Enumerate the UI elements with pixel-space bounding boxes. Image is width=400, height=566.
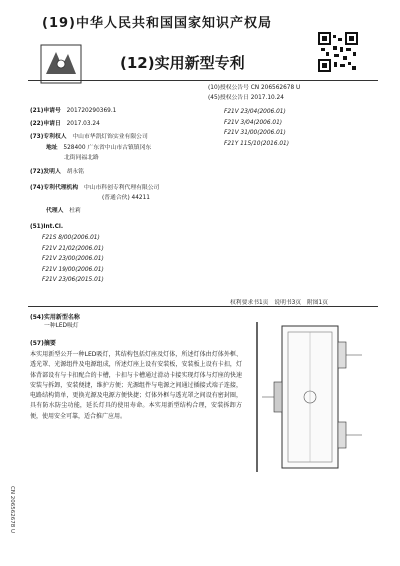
inventor-value: 胡永铭 [66, 169, 84, 175]
office-logo-icon [40, 44, 82, 84]
ipc-code: F21V 3/04(2006.01) [224, 119, 283, 126]
header-rule [28, 80, 378, 81]
patent-type-title: (12)实用新型专利 [120, 54, 245, 72]
address-line1: 528400 广东省中山市古镇镇冈东 [63, 145, 152, 151]
publication-date: (45)授权公告日 2017.10.24 [208, 95, 284, 101]
qr-code-icon [318, 32, 358, 72]
ipc-code: F21V 23/04(2006.01) [224, 109, 286, 115]
ipc-left-list [42, 233, 104, 286]
filing-date-label: (22)申请日 [30, 121, 61, 127]
ipc-code: F21V 23/06(2015.01) [42, 277, 104, 283]
abstract-label: (57)摘要 [30, 340, 56, 347]
ipc-label: (51)Int.Cl. [30, 224, 64, 230]
app-no-label: (21)申请号 [30, 108, 61, 114]
ipc-right-list [224, 107, 289, 149]
agency-label: (74)专利代理机构 [30, 185, 79, 191]
agency-line2: (普通合伙) 44211 [102, 195, 150, 201]
page-counts: 权利要求书1页 说明书3页 附图1页 [230, 300, 329, 306]
side-publication-number: CN 206562678 U [9, 486, 15, 533]
title-section-label: (54)实用新型名称 [30, 314, 80, 321]
ipc-code: F21V 31/00(2006.01) [224, 130, 286, 136]
abstract-text: 本实用新型公开一种LED吸灯，其结构包括灯座及灯体，所述灯体由灯体外框、透光罩、光源组件及电源组成，所述灯座上设有安装板，安装板上设有卡扣，灯体背部设有与卡扣配合的卡槽，卡扣与卡槽通过滑动卡接实现灯体与灯座的快速安装与拆卸，安装便捷，维护方便；光源组件与电源之间通过插接式端子连接，电路结构简单，更换光源及电源方便快捷；灯体外框与透光罩之间设有密封圈，具有防水防尘功能，延长灯具的使用寿命。本实用新型结构合理，安装拆卸方便，使用安全可靠，适合推广应用。 [30, 351, 242, 420]
ipc-code: F21V 23/00(2006.01) [42, 256, 104, 262]
address-line2: 北街同福北路 [64, 155, 99, 161]
representative-drawing [252, 322, 370, 472]
office-title: (19)中华人民共和国国家知识产权局 [42, 16, 272, 31]
inventor-label: (72)发明人 [30, 169, 61, 175]
ipc-code: F21S 8/00(2006.01) [42, 235, 100, 241]
section-rule [28, 306, 378, 307]
agent-label: 代理人 [46, 208, 64, 214]
filing-date-value: 2017.03.24 [66, 121, 100, 127]
patentee-value: 中山市华凯灯饰实业有限公司 [72, 134, 148, 140]
ipc-code: F21V 19/00(2006.01) [42, 266, 104, 273]
app-no-value: 201720290369.1 [66, 108, 117, 114]
utility-model-title: 一种LED吸灯 [44, 323, 79, 329]
ipc-code: F21V 21/02(2006.01) [42, 245, 104, 252]
ipc-code: F21Y 115/10(2016.01) [224, 140, 289, 147]
agency-line1: 中山市科创专利代理有限公司 [83, 185, 160, 191]
address-label: 地址 [46, 145, 58, 151]
publication-number: (10)授权公告号 CN 206562678 U [208, 85, 301, 91]
agent-value: 杜莉 [69, 208, 81, 214]
patentee-label: (73)专利权人 [30, 134, 67, 140]
